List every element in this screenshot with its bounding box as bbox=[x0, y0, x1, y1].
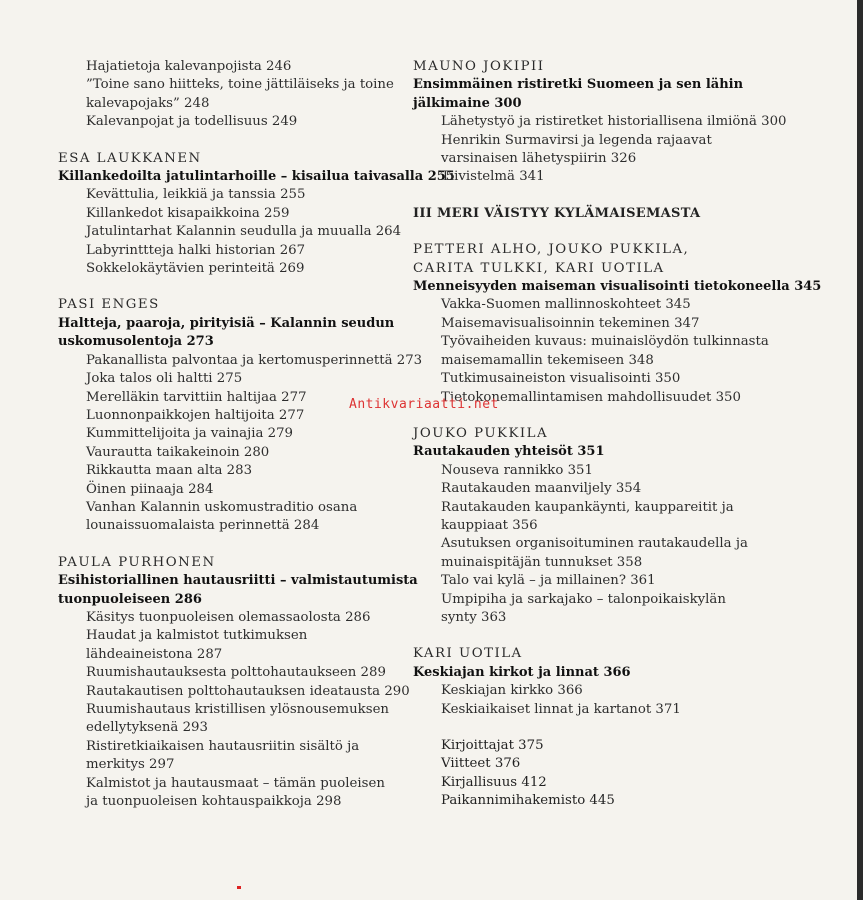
watermark-text: Antikvariaatti.net bbox=[349, 397, 499, 412]
author-name: MAUNO JOKIPII bbox=[413, 59, 545, 74]
author-name: PASI ENGES bbox=[58, 297, 160, 313]
toc-entry: synty 363 bbox=[441, 609, 507, 625]
toc-entry: Luonnonpaikkojen haltijoita 277 bbox=[86, 407, 305, 423]
part-heading: III MERI VÄISTYY KYLÄMAISEMASTA bbox=[413, 205, 701, 221]
author-name: PETTERI ALHO, JOUKO PUKKILA, bbox=[413, 242, 690, 258]
author-name: CARITA TULKKI, KARI UOTILA bbox=[413, 260, 665, 276]
toc-entry: Vakka-Suomen mallinnoskohteet 345 bbox=[441, 297, 691, 313]
toc-entry: Kalmistot ja hautausmaat – tämän puoleisen bbox=[86, 775, 385, 791]
toc-entry: Sokkelokäytävien perinteitä 269 bbox=[86, 261, 305, 277]
chapter-title: jälkimaine 300 bbox=[413, 95, 522, 111]
chapter-title: Rautakauden yhteisöt 351 bbox=[413, 444, 605, 460]
toc-entry: Asutuksen organisoituminen rautakaudella ja bbox=[441, 536, 748, 552]
toc-section-laukkanen bbox=[58, 150, 455, 279]
toc-entry: muinaispitäjän tunnukset 358 bbox=[441, 554, 643, 570]
intro-entries bbox=[58, 58, 403, 132]
red-mark bbox=[237, 886, 241, 889]
toc-section-jokipii bbox=[413, 58, 787, 187]
toc-entry: Kirjallisuus 412 bbox=[441, 774, 547, 790]
toc-entry: Talo vai kylä – ja millainen? 361 bbox=[441, 573, 656, 589]
toc-entry: Nouseva rannikko 351 bbox=[441, 462, 593, 478]
toc-entry: Labyrinttteja halki historian 267 bbox=[86, 242, 306, 258]
toc-entry: Merelläkin tarvittiin haltijaa 277 bbox=[86, 389, 307, 405]
chapter-title: tuonpuoleiseen 286 bbox=[58, 591, 202, 607]
toc-entry: Kummittelijoita ja vainajia 279 bbox=[86, 426, 293, 442]
toc-entry: Paikannimihakemisto 445 bbox=[441, 793, 615, 809]
toc-entry: Ristiretkiaikaisen hautausriitin sisältö ja bbox=[86, 738, 360, 754]
toc-entry: Tietokonemallintamisen mahdollisuudet 350 bbox=[441, 389, 741, 405]
author-name: PAULA PURHONEN bbox=[58, 554, 216, 570]
toc-entry: Kirjoittajat 375 bbox=[441, 738, 544, 753]
toc-entry: Pakanallista palvontaa ja kertomusperinnettä 273 bbox=[86, 352, 423, 368]
toc-entry: Tiivistelmä 341 bbox=[441, 169, 545, 185]
chapter-title: Killankedoilta jatulintarhoille – kisailua taivasalla 255 bbox=[58, 169, 455, 185]
toc-entry: Rautakautisen polttohautauksen ideatausta 290 bbox=[86, 683, 410, 699]
author-name: KARI UOTILA bbox=[413, 646, 523, 662]
toc-section-enges bbox=[58, 296, 423, 535]
toc-entry: Viitteet 376 bbox=[441, 756, 521, 772]
toc-entry: lähdeaineistona 287 bbox=[86, 646, 223, 662]
toc-section-alho bbox=[413, 241, 822, 407]
toc-entry: Työvaiheiden kuvaus: muinaislöydön tulkinnasta bbox=[441, 334, 769, 350]
toc-entry: Tutkimusaineiston visualisointi 350 bbox=[441, 371, 681, 387]
chapter-title: Haltteja, paaroja, pirityisiä – Kalannin seudun bbox=[58, 315, 395, 331]
toc-entry: edellytyksenä 293 bbox=[86, 720, 208, 736]
toc-entry: merkitys 297 bbox=[86, 757, 175, 773]
chapter-title: Ensimmäinen ristiretki Suomeen ja sen lähin bbox=[413, 77, 744, 93]
chapter-title: Keskiajan kirkot ja linnat 366 bbox=[413, 664, 631, 680]
toc-entry: Hajatietoja kalevanpojista 246 bbox=[86, 59, 292, 74]
author-name: ESA LAUKKANEN bbox=[58, 150, 202, 166]
toc-entry: Kevättulia, leikkiä ja tanssia 255 bbox=[86, 187, 306, 203]
page-edge-shadow bbox=[857, 0, 863, 900]
toc-entry: maisemamallin tekemiseen 348 bbox=[441, 352, 654, 368]
toc-entry: Lähetystyö ja ristiretket historiallisena ilmiönä 300 bbox=[441, 114, 787, 130]
toc-entry: Rautakauden maanviljely 354 bbox=[441, 481, 642, 497]
toc-entry: Keskiaikaiset linnat ja kartanot 371 bbox=[441, 701, 681, 717]
toc-entry: Vanhan Kalannin uskomustraditio osana bbox=[86, 499, 358, 515]
chapter-title: Menneisyyden maiseman visualisointi tietokoneella 345 bbox=[413, 279, 822, 295]
toc-section-pukkila bbox=[413, 425, 758, 627]
toc-entry: Öinen piinaaja 284 bbox=[86, 481, 214, 497]
toc-entry: Haudat ja kalmistot tutkimuksen bbox=[86, 628, 308, 644]
toc-entry: Killankedot kisapaikkoina 259 bbox=[86, 205, 290, 221]
chapter-title: Esihistoriallinen hautausriitti – valmistautumista bbox=[58, 573, 418, 589]
toc-entry: Kalevanpojat ja todellisuus 249 bbox=[86, 114, 298, 130]
toc-entry: kauppiaat 356 bbox=[441, 517, 538, 533]
toc-entry: Rautakauden kaupankäynti, kauppareitit ja bbox=[441, 499, 734, 515]
toc-entry: Rikkautta maan alta 283 bbox=[86, 463, 253, 479]
toc-entry: varsinaisen lähetyspiirin 326 bbox=[441, 151, 637, 167]
toc-entry: kalevapojaks” 248 bbox=[86, 95, 210, 111]
toc-section-uotila bbox=[413, 645, 758, 719]
toc-section-purhonen bbox=[58, 554, 418, 812]
chapter-title: uskomusolentoja 273 bbox=[58, 334, 214, 350]
toc-entry: Henrikin Surmavirsi ja legenda rajaavat bbox=[441, 132, 712, 148]
toc-entry: Ruumishautauksesta polttohautaukseen 289 bbox=[86, 665, 386, 681]
toc-entry: Vaurautta taikakeinoin 280 bbox=[86, 444, 270, 460]
toc-entry: Käsitys tuonpuoleisen olemassaolosta 286 bbox=[86, 609, 371, 625]
toc-entry: Joka talos oli haltti 275 bbox=[86, 371, 243, 387]
toc-entry: Ruumishautaus kristillisen ylösnousemuksen bbox=[86, 702, 389, 717]
toc-column-right bbox=[413, 58, 822, 811]
toc-entry: lounaissuomalaista perinnettä 284 bbox=[86, 518, 320, 534]
toc-entry: ”Toine sano hiitteks, toine jättiläiseks ja toine bbox=[86, 77, 394, 93]
back-matter bbox=[413, 737, 758, 811]
toc-entry: Jatulintarhat Kalannin seudulla ja muualla 264 bbox=[86, 224, 402, 240]
toc-entry: ja tuonpuoleisen kohtauspaikkoja 298 bbox=[86, 794, 342, 810]
toc-entry: Maisemavisualisoinnin tekeminen 347 bbox=[441, 315, 700, 331]
toc-entry: Keskiajan kirkko 366 bbox=[441, 683, 583, 699]
author-name: JOUKO PUKKILA bbox=[413, 425, 549, 441]
toc-entry: Umpipiha ja sarkajako – talonpoikaiskylän bbox=[441, 591, 726, 607]
